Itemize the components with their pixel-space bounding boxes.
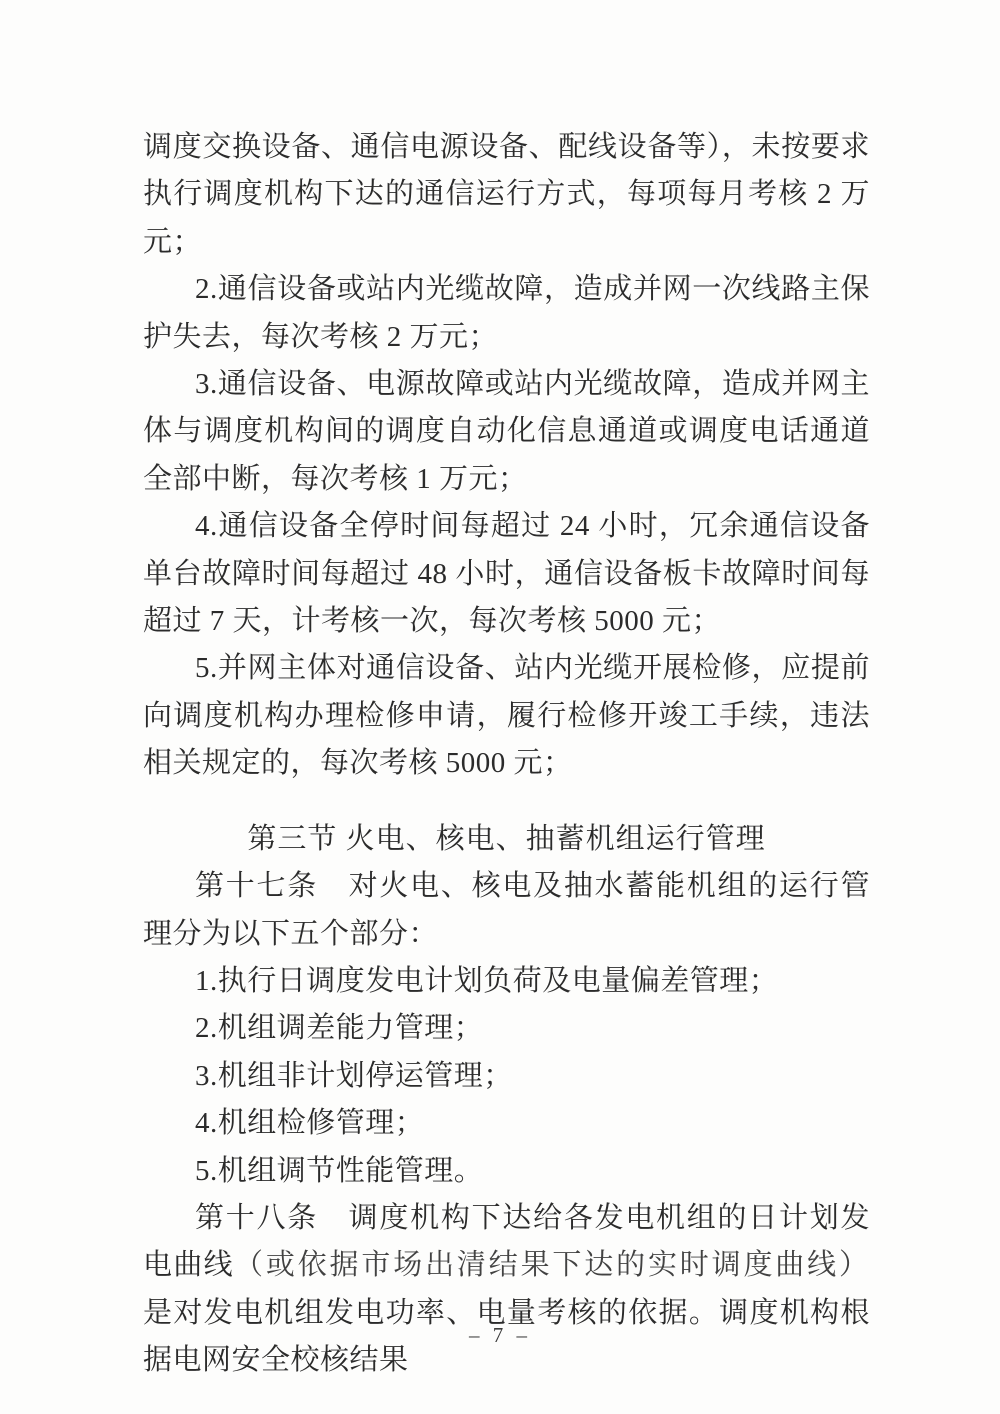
paragraph-intro-continuation: 调度交换设备、通信电源设备、配线设备等），未按要求执行调度机构下达的通信运行方式，每项每月考核 2 万元； (143, 131, 870, 258)
paragraph-comm-item-5: 5.并网主体对通信设备、站内光缆开展检修，应提前向调度机构办理检修申请，履行检修开竣工手续，违法相关规定的，每次考核 5000 元； (143, 652, 870, 780)
page-content (143, 124, 870, 1385)
section-3-heading: 第三节 火电、核电、抽蓄机组运行管理 (247, 822, 766, 855)
paragraph-comm-item-2: 2.通信设备或站内光缆故障，造成并网一次线路主保护失去，每次考核 2 万元； (143, 273, 870, 353)
article-18-text-lead: 第十八条 调度机构下达给各发电机组的日计划发电曲线 (143, 1201, 870, 1282)
list-item-4: 4.机组检修管理； (195, 1107, 425, 1140)
article-18-parenthetical-annotation: （或依据市场出清结果下达的实时调度曲线） (234, 1249, 870, 1282)
paragraph-article-17-lead: 第十七条 对火电、核电及抽水蓄能机组的运行管理分为以下五个部分： (143, 870, 870, 950)
list-item-2: 2.机组调差能力管理； (195, 1012, 484, 1045)
list-item-1: 1.执行日调度发电计划负荷及电量偏差管理； (195, 964, 779, 997)
article-18-text-tail: 是对发电机组发电功率、电量考核的依据。调度机构根据电网安全校核结果 (143, 1296, 870, 1377)
page-number: – 7 – (469, 1323, 531, 1347)
paragraph-article-18 (143, 1195, 870, 1385)
list-item-5: 5.机组调节性能管理。 (195, 1154, 484, 1187)
list-item-3: 3.机组非计划停运管理； (195, 1059, 513, 1092)
paragraph-comm-item-3: 3.通信设备、电源故障或站内光缆故障，造成并网主体与调度机构间的调度自动化信息通道或调度电话通道全部中断，每次考核 1 万元； (143, 368, 870, 495)
paragraph-comm-item-4: 4.通信设备全停时间每超过 24 小时，冗余通信设备单台故障时间每超过 48 小时，通信设备板卡故障时间每超过 7 天，计考核一次，每次考核 5000 元； (143, 510, 870, 638)
